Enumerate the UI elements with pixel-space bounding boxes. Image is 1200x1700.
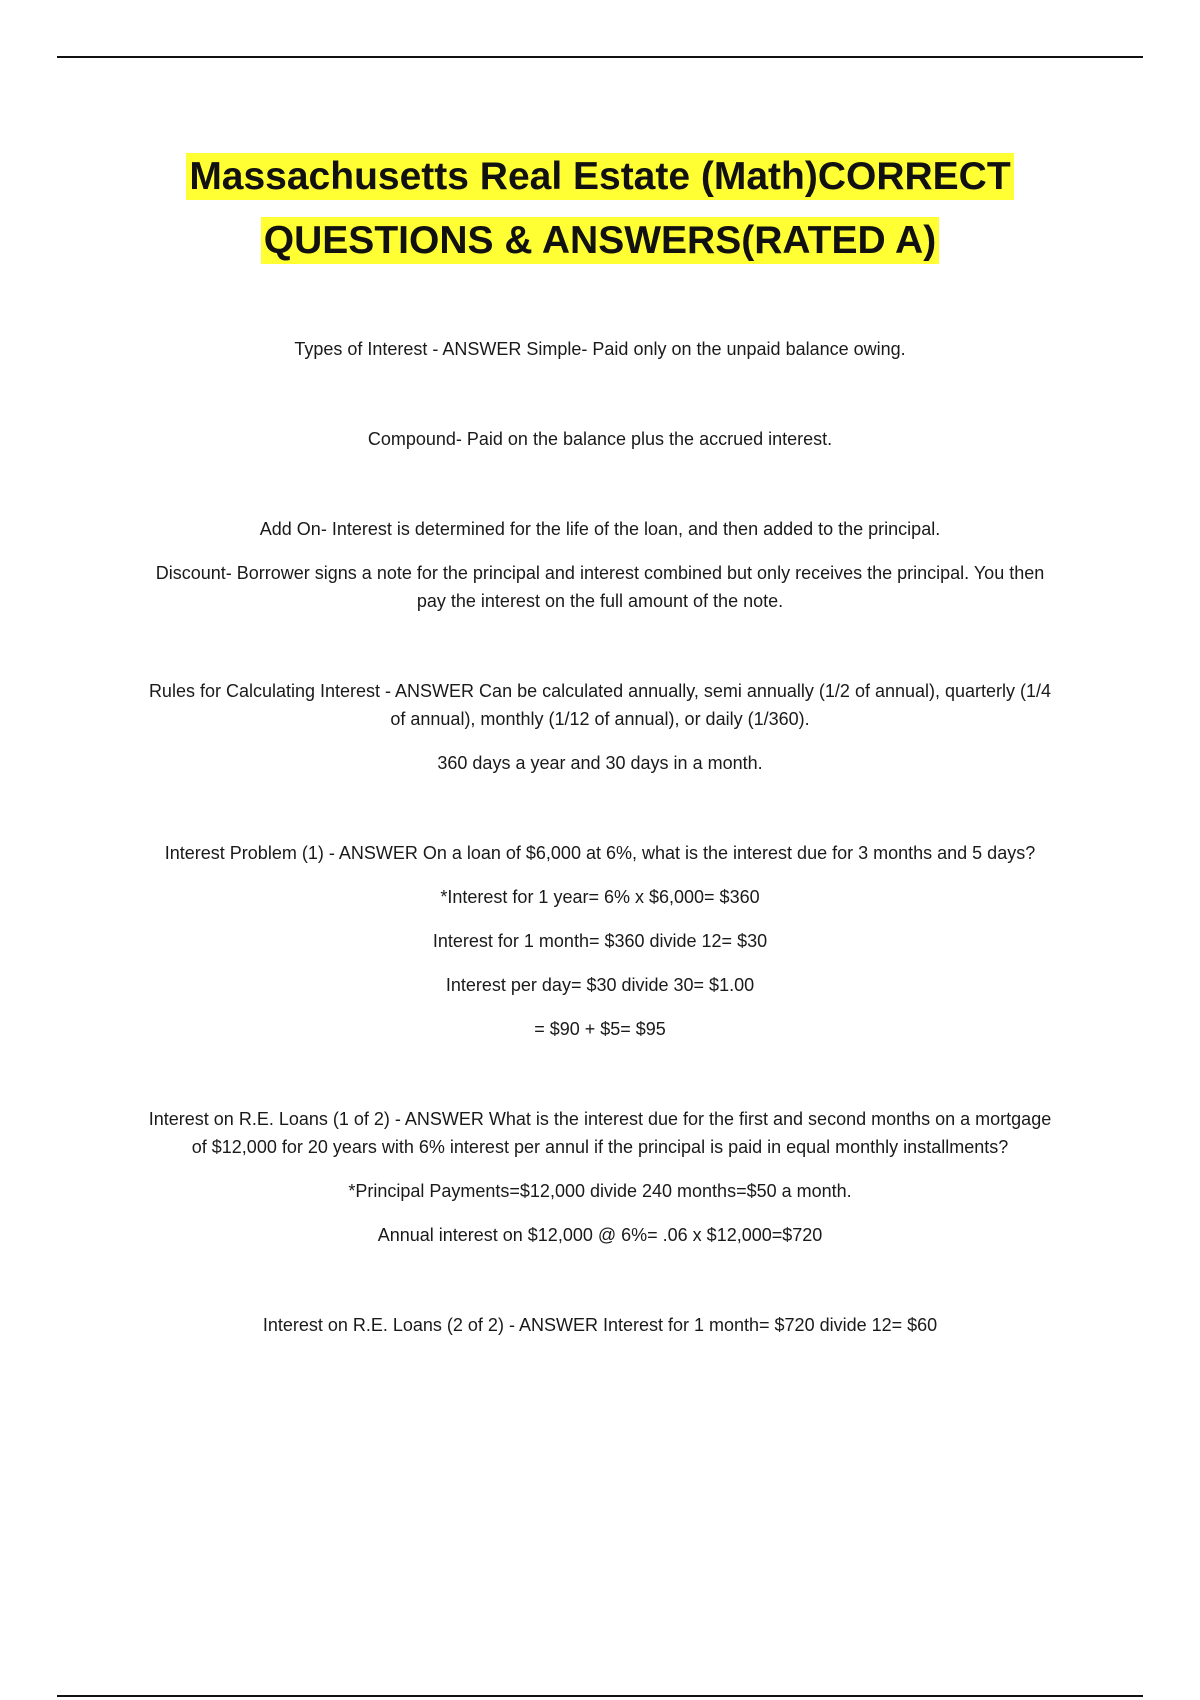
paragraph-re-loans-1: Interest on R.E. Loans (1 of 2) - ANSWER What is the interest due for the first and second months on a mortgage of $12,000 for 20 years with 6% interest per annul if the principal is paid in equal monthly installments? [148, 1109, 1052, 1157]
paragraph-principal-payments: *Principal Payments=$12,000 divide 240 months=$50 a month. [348, 1181, 852, 1201]
paragraph-discount: Discount- Borrower signs a note for the principal and interest combined but only receives the principal. You then pay the interest on the full amount of the note. [155, 563, 1045, 611]
paragraph-days-in-year: 360 days a year and 30 days in a month. [437, 753, 763, 773]
paragraph-interest-total: = $90 + $5= $95 [534, 1019, 666, 1039]
title-highlight: Massachusetts Real Estate (Math)CORRECT QUESTIONS & ANSWERS(RATED A) [186, 153, 1013, 264]
paragraph-re-loans-2: Interest on R.E. Loans (2 of 2) - ANSWER Interest for 1 month= $720 divide 12= $60 [262, 1315, 938, 1335]
paragraph-interest-problem-1: Interest Problem (1) - ANSWER On a loan of $6,000 at 6%, what is the interest due for 3 months and 5 days? [164, 843, 1036, 863]
paragraph-compound: Compound- Paid on the balance plus the accrued interest. [367, 429, 833, 449]
bottom-rule [57, 1695, 1143, 1697]
paragraph-annual-interest: Annual interest on $12,000 @ 6%= .06 x $12,000=$720 [377, 1225, 823, 1245]
paragraph-interest-per-day: Interest per day= $30 divide 30= $1.00 [445, 975, 755, 995]
paragraph-types-of-interest: Types of Interest - ANSWER Simple- Paid only on the unpaid balance owing. [294, 339, 906, 359]
document-body [145, 335, 1055, 1339]
paragraph-interest-1-year: *Interest for 1 year= 6% x $6,000= $360 [440, 887, 760, 907]
document-title [100, 145, 1100, 273]
top-rule [57, 56, 1143, 58]
paragraph-interest-1-month: Interest for 1 month= $360 divide 12= $30 [432, 931, 768, 951]
paragraph-rules-for-calculating: Rules for Calculating Interest - ANSWER Can be calculated annually, semi annually (1/2 of annual), quarterly (1/4 of annual), monthly (1/12 of annual), or daily (1/360). [148, 681, 1052, 729]
paragraph-add-on: Add On- Interest is determined for the life of the loan, and then added to the principal. [259, 519, 941, 539]
